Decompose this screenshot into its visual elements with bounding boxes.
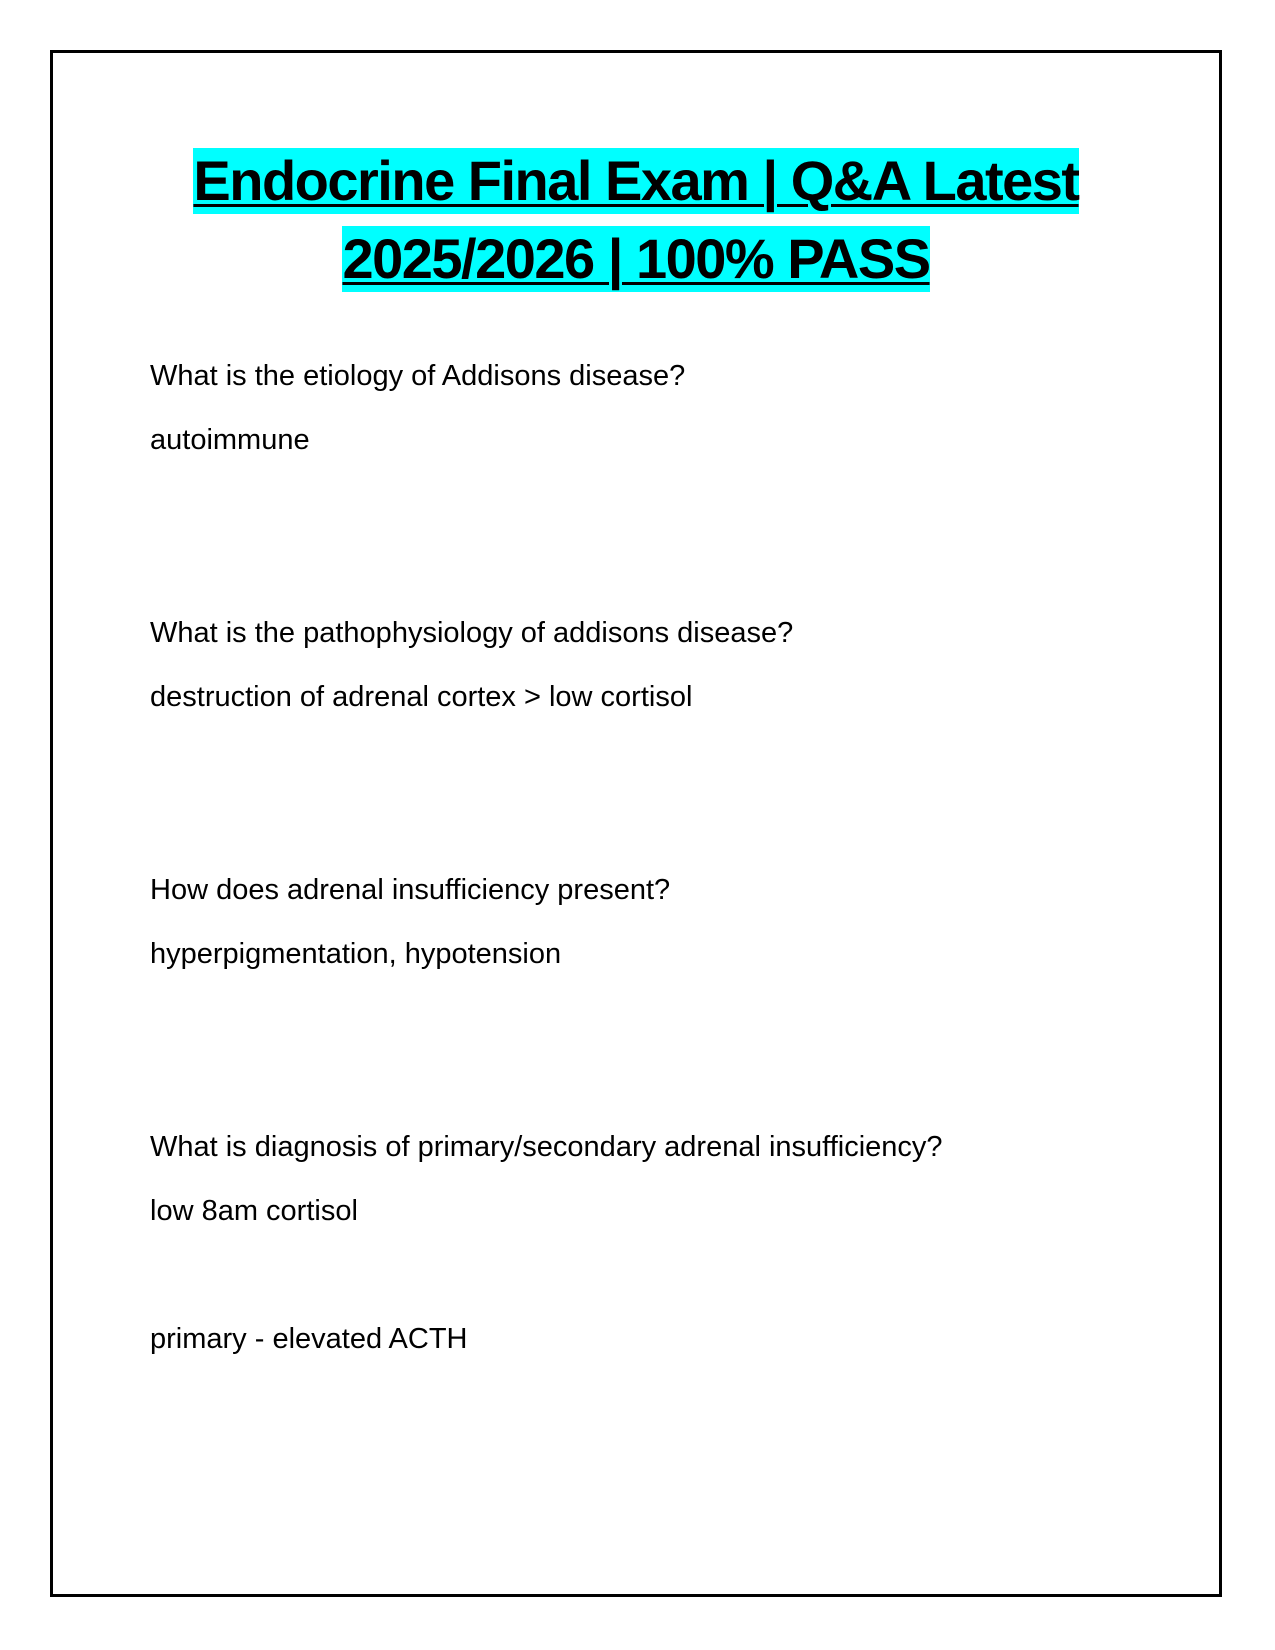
title-line-1: Endocrine Final Exam | Q&A Latest — [193, 149, 1079, 212]
answer-3: hyperpigmentation, hypotension — [150, 938, 562, 970]
question-2: What is the pathophysiology of addisons disease? — [150, 617, 794, 649]
question-3: How does adrenal insufficiency present? — [150, 874, 671, 906]
answer-4: low 8am cortisol — [150, 1195, 358, 1227]
answer-4-extra: primary - elevated ACTH — [150, 1323, 468, 1355]
question-4: What is diagnosis of primary/secondary adrenal insufficiency? — [150, 1131, 943, 1163]
question-1: What is the etiology of Addisons disease? — [150, 360, 686, 392]
answer-2: destruction of adrenal cortex > low cortisol — [150, 681, 693, 713]
answer-1: autoimmune — [150, 424, 310, 456]
document-title — [53, 148, 1219, 292]
title-line-2: 2025/2026 | 100% PASS — [342, 227, 930, 290]
